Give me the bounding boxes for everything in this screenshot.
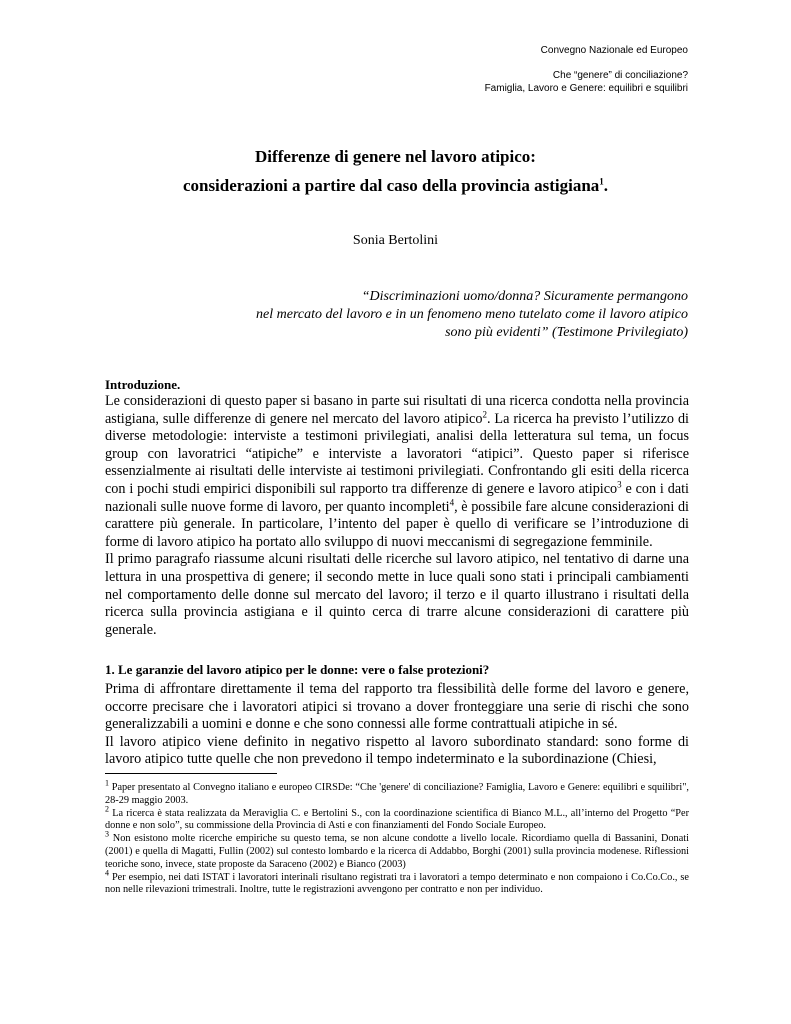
introduction-body: [105, 393, 689, 639]
footnote-ref-1[interactable]: 1: [599, 176, 604, 187]
section-1-body: [105, 681, 689, 769]
footnote-number: 1: [105, 778, 109, 788]
footnote-3: [105, 829, 689, 871]
footnote-number: 4: [105, 868, 109, 878]
section-1-paragraph-2: Il lavoro atipico viene definito in negativo rispetto al lavoro subordinato standard: sono forme di lavoro atipico tutte quelle che non prevedono il tempo indeterminato e la subordinazione (Chiesi,: [105, 733, 689, 768]
epigraph-line-1: “Discriminazioni uomo/donna? Sicuramente permangono: [361, 289, 688, 304]
epigraph: [128, 288, 688, 342]
footnote-ref-2[interactable]: 2: [482, 408, 487, 419]
header-line-1: Convegno Nazionale ed Europeo: [540, 45, 688, 56]
introduction-paragraph-1: [105, 393, 689, 551]
footnote-ref-3[interactable]: 3: [617, 479, 622, 490]
paper-title-line-1: Differenze di genere nel lavoro atipico:: [255, 147, 536, 166]
footnote-separator: [105, 773, 277, 774]
intro-text-d: , è possibile fare alcune considerazioni di carattere più generale. In particolare, l’intento del paper è quello di verificare se l’introduzione di forme di lavoro atipico ha portato allo sviluppo di nuovi meccanismi di segregazione femminile.: [105, 498, 689, 550]
footnote-text: Non esistono molte ricerche empiriche su questo tema, se non alcune condotte a livello locale. Ricordiamo quella di Bassanini, Donati (2001) e quella di Magatti, Fullin (2002) sul contesto lombardo e la ricerca di Addabbo, Borghi (2001) sulla provincia modenese. Riflessioni teoriche sono, invece, state proposte da Saraceno (2002) e Bianco (2003): [105, 833, 689, 870]
epigraph-line-2: nel mercato del lavoro e in un fenomeno meno tutelato come il lavoro atipico: [256, 307, 688, 322]
title-line-2-end: .: [603, 176, 609, 195]
author-name: Sonia Bertolini: [352, 233, 439, 248]
section-heading-1: 1. Le garanzie del lavoro atipico per le donne: vere o false protezioni?: [105, 662, 490, 677]
section-1-paragraph-1: Prima di affrontare direttamente il tema del rapporto tra flessibilità delle forme del lavoro e genere, occorre precisare che i lavoratori atipici si trovano a dover fronteggiare una serie di rischi che sono generalizzabili a uomini e donne e che sono connessi alle forme contrattuali atipiche in sé.: [105, 681, 689, 733]
footnote-1: [105, 778, 689, 808]
intro-text-b: . La ricerca ha previsto l’utilizzo di diverse metodologie: interviste a testimoni privilegiati, analisi della letteratura sul tema, un focus group con lavoratrici “atipiche” e interviste a lavoratori “atipici”. Questo paper si riferisce essenzialmente ai risultati delle interviste ai testimoni privilegiati. Confrontando gli esiti della ricerca con i pochi studi empirici disponibili sul rapporto tra differenze di genere e lavoro atipico: [105, 410, 689, 497]
header-line-3: Famiglia, Lavoro e Genere: equilibri e squilibri: [484, 83, 688, 94]
introduction-paragraph-2: Il primo paragrafo riassume alcuni risultati delle ricerche sul lavoro atipico, nel tentativo di darne una lettura in una prospettiva di genere; il secondo mette in luce quali sono stati i principali cambiamenti nel comportamento delle donne sul mercato del lavoro; il terzo e il quarto illustrano i risultati della ricerca sulla provincia astigiana e il quinto cerca di trarre alcune considerazioni di carattere più generale.: [105, 551, 689, 638]
section-heading-introduction: Introduzione.: [105, 377, 181, 392]
header-line-2: Che “genere” di conciliazione?: [552, 70, 688, 81]
title-line-2-text: considerazioni a partire dal caso della provincia astigiana: [182, 176, 600, 195]
footnote-text: Paper presentato al Convegno italiano e europeo CIRSDe: “Che 'genere' di conciliazione? Famiglia, Lavoro e Genere: equilibri e squilibri", 28-29 maggio 2003.: [105, 782, 689, 806]
epigraph-line-3: sono più evidenti” (Testimone Privilegiato): [445, 325, 688, 340]
footnotes: [105, 778, 690, 897]
footnote-ref-4[interactable]: 4: [449, 496, 455, 507]
footnote-number: 2: [105, 804, 109, 814]
footnote-text: La ricerca è stata realizzata da Meraviglia C. e Bertolini S., con la coordinazione scientifica di Bianco M.L., all’interno del Progetto “Per donne e non solo”, su commissione della Provincia di Asti e con finanziamenti del Fondo Sociale Europeo.: [105, 807, 690, 832]
footnote-4: [105, 868, 689, 898]
running-header-subtitle: [485, 69, 688, 95]
intro-text-a: Le considerazioni di questo paper si basano in parte sui risultati di una ricerca condotta nella provincia astigiana, sulle differenze di genere nel mercato del lavoro atipico: [105, 393, 689, 427]
footnote-number: 3: [105, 829, 109, 839]
paper-title-line-2: [0, 176, 791, 196]
footnote-text: Per esempio, nei dati ISTAT i lavoratori interinali risultano registrati tra i lavoratori a tempo determinato e non compaiono i Co.Co.Co., se non nelle rilevazioni trimestrali. Inoltre, tutte le registrazioni avvengono per contratto e non per individuo.: [105, 871, 689, 896]
intro-text-c: e con i dati nazionali sulle nuove forme di lavoro, per quanto incompleti: [105, 480, 689, 515]
footnote-2: [105, 804, 690, 834]
running-header-conference: [541, 44, 688, 57]
